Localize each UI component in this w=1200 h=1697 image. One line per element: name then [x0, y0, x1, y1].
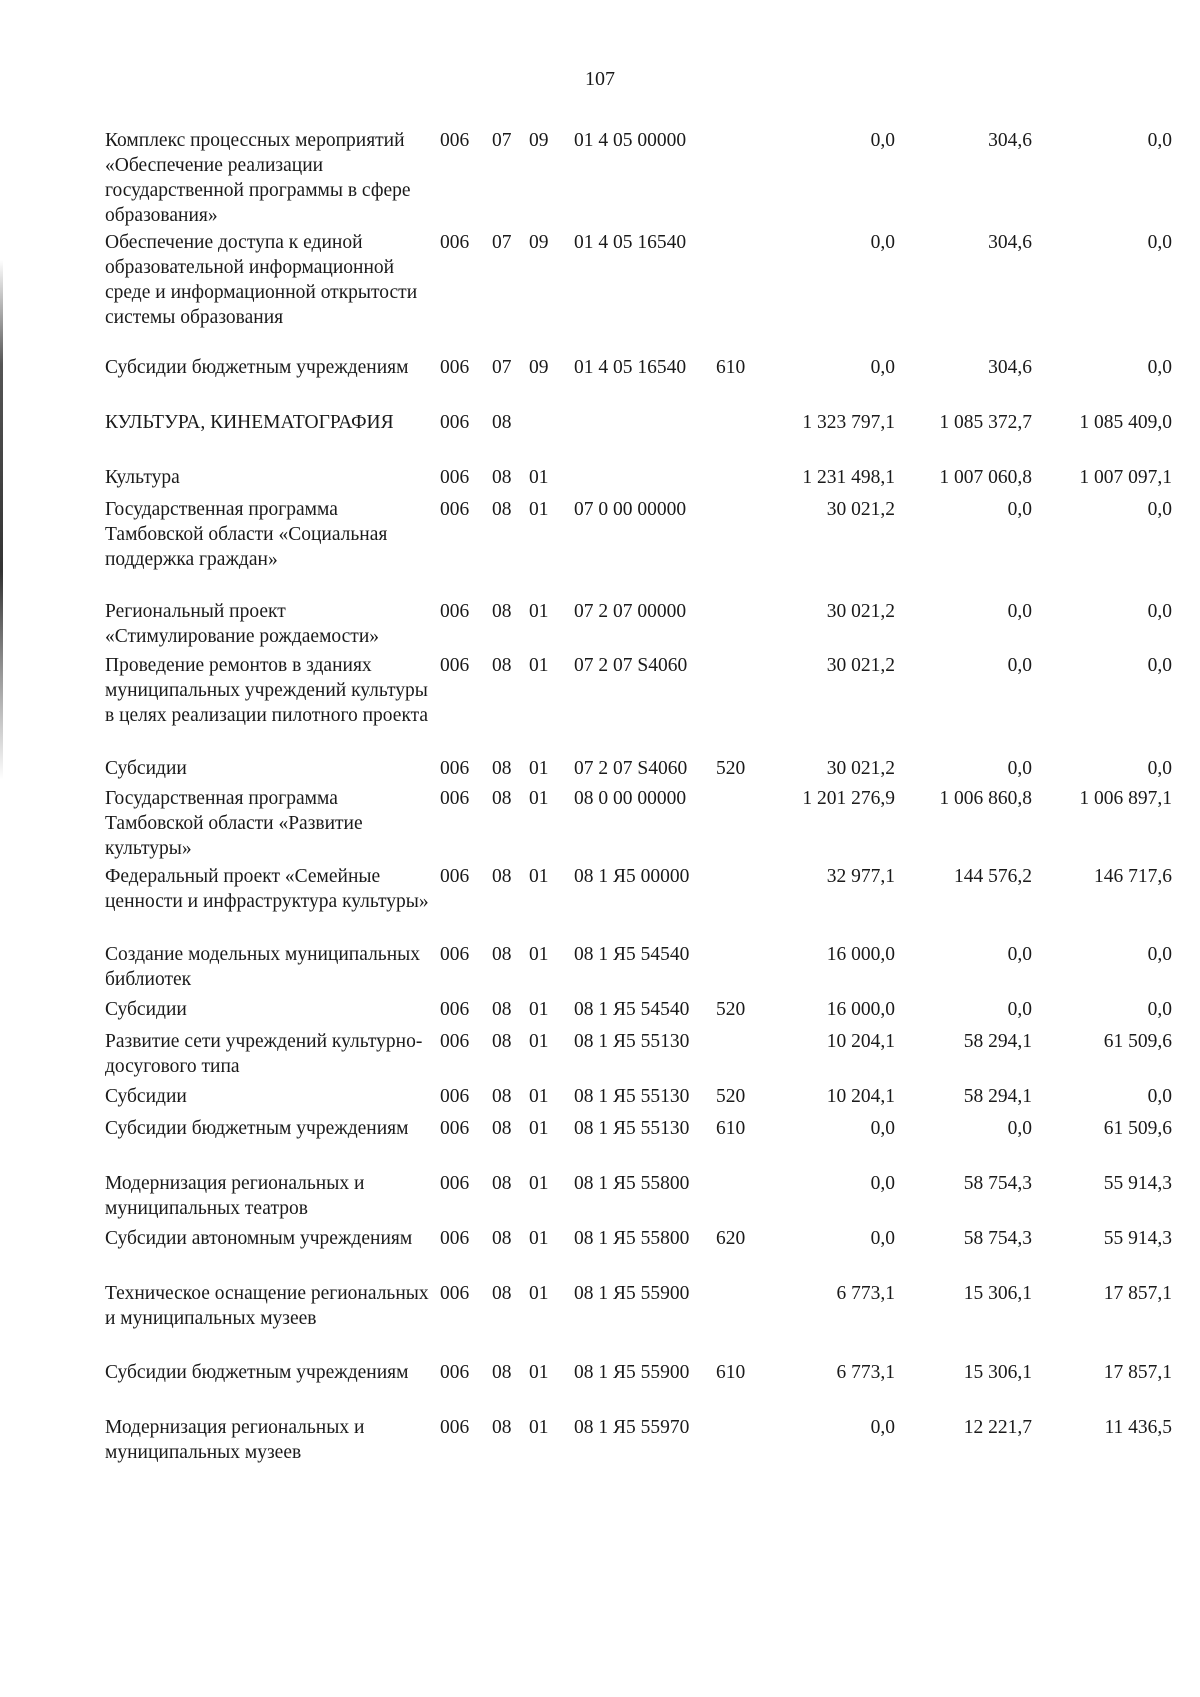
target-article-code: 08 1 Я5 55800 — [574, 1228, 690, 1249]
section-code: 08 — [492, 1228, 512, 1249]
row-name: Субсидии — [105, 1086, 187, 1107]
amount-year-2: 0,0 — [1007, 499, 1032, 520]
amount-year-3: 1 006 897,1 — [1079, 788, 1172, 809]
ved-code: 006 — [440, 944, 470, 965]
section-code: 08 — [492, 944, 512, 965]
amount-year-1: 0,0 — [870, 1228, 895, 1249]
subsection-code: 01 — [529, 999, 549, 1020]
section-code: 08 — [492, 866, 512, 887]
amount-year-1: 1 201 276,9 — [802, 788, 895, 809]
target-article-code: 08 1 Я5 55130 — [574, 1086, 690, 1107]
expense-type-code: 610 — [716, 1362, 746, 1383]
amount-year-1: 16 000,0 — [826, 944, 895, 965]
target-article-code: 01 4 05 16540 — [574, 357, 687, 378]
subsection-code: 09 — [529, 357, 549, 378]
amount-year-2: 12 221,7 — [963, 1417, 1032, 1438]
subsection-code: 01 — [529, 1362, 549, 1383]
target-article-code: 08 1 Я5 55130 — [574, 1118, 690, 1139]
row-name: Государственная программа Тамбовской области «Социальная поддержка граждан» — [105, 499, 388, 570]
section-code: 08 — [492, 1173, 512, 1194]
ved-code: 006 — [440, 130, 470, 151]
target-article-code: 07 0 00 00000 — [574, 499, 687, 520]
ved-code: 006 — [440, 1118, 470, 1139]
row-name: Субсидии — [105, 758, 187, 779]
target-article-code: 08 1 Я5 55900 — [574, 1362, 690, 1383]
target-article-code: 07 2 07 00000 — [574, 601, 687, 622]
subsection-code: 01 — [529, 1118, 549, 1139]
subsection-code: 01 — [529, 866, 549, 887]
subsection-code: 01 — [529, 601, 549, 622]
ved-code: 006 — [440, 1362, 470, 1383]
amount-year-3: 61 509,6 — [1103, 1118, 1172, 1139]
section-code: 08 — [492, 999, 512, 1020]
amount-year-2: 58 294,1 — [963, 1031, 1032, 1052]
amount-year-3: 0,0 — [1147, 944, 1172, 965]
row-name: Субсидии бюджетным учреждениям — [105, 357, 409, 378]
expense-type-code: 610 — [716, 1118, 746, 1139]
subsection-code: 01 — [529, 655, 549, 676]
ved-code: 006 — [440, 1283, 470, 1304]
row-name: Модернизация региональных и муниципальных театров — [105, 1173, 365, 1219]
target-article-code: 08 1 Я5 54540 — [574, 999, 690, 1020]
target-article-code: 01 4 05 16540 — [574, 232, 687, 253]
ved-code: 006 — [440, 999, 470, 1020]
ved-code: 006 — [440, 788, 470, 809]
subsection-code: 01 — [529, 1417, 549, 1438]
amount-year-2: 58 294,1 — [963, 1086, 1032, 1107]
amount-year-2: 304,6 — [988, 130, 1032, 151]
subsection-code: 01 — [529, 788, 549, 809]
amount-year-3: 0,0 — [1147, 758, 1172, 779]
amount-year-3: 55 914,3 — [1103, 1228, 1172, 1249]
subsection-code: 01 — [529, 1086, 549, 1107]
section-code: 08 — [492, 655, 512, 676]
amount-year-3: 146 717,6 — [1094, 866, 1172, 887]
amount-year-2: 1 085 372,7 — [939, 412, 1032, 433]
amount-year-2: 0,0 — [1007, 944, 1032, 965]
amount-year-2: 0,0 — [1007, 601, 1032, 622]
scan-edge-shadow — [0, 260, 3, 780]
subsection-code: 01 — [529, 467, 549, 488]
amount-year-3: 1 007 097,1 — [1079, 467, 1172, 488]
amount-year-1: 30 021,2 — [826, 601, 895, 622]
subsection-code: 01 — [529, 1228, 549, 1249]
target-article-code: 08 1 Я5 55970 — [574, 1417, 690, 1438]
section-code: 07 — [492, 232, 512, 253]
amount-year-2: 1 006 860,8 — [939, 788, 1032, 809]
row-name: Государственная программа Тамбовской области «Развитие культуры» — [105, 788, 363, 859]
amount-year-2: 0,0 — [1007, 758, 1032, 779]
ved-code: 006 — [440, 357, 470, 378]
page-number: 107 — [585, 68, 615, 90]
ved-code: 006 — [440, 1228, 470, 1249]
target-article-code: 08 1 Я5 55130 — [574, 1031, 690, 1052]
amount-year-3: 0,0 — [1147, 999, 1172, 1020]
row-name: Субсидии — [105, 999, 187, 1020]
section-code: 07 — [492, 357, 512, 378]
section-code: 08 — [492, 1417, 512, 1438]
section-code: 08 — [492, 467, 512, 488]
target-article-code: 08 1 Я5 55800 — [574, 1173, 690, 1194]
section-code: 08 — [492, 1086, 512, 1107]
amount-year-1: 30 021,2 — [826, 499, 895, 520]
expense-type-code: 520 — [716, 999, 746, 1020]
section-code: 08 — [492, 1118, 512, 1139]
amount-year-3: 0,0 — [1147, 357, 1172, 378]
subsection-code: 09 — [529, 232, 549, 253]
ved-code: 006 — [440, 1173, 470, 1194]
ved-code: 006 — [440, 758, 470, 779]
amount-year-2: 304,6 — [988, 357, 1032, 378]
target-article-code: 07 2 07 S4060 — [574, 655, 688, 676]
row-name: Субсидии бюджетным учреждениям — [105, 1118, 409, 1139]
amount-year-2: 0,0 — [1007, 655, 1032, 676]
amount-year-1: 32 977,1 — [826, 866, 895, 887]
amount-year-1: 0,0 — [870, 357, 895, 378]
section-code: 07 — [492, 130, 512, 151]
ved-code: 006 — [440, 1086, 470, 1107]
amount-year-3: 17 857,1 — [1103, 1362, 1172, 1383]
ved-code: 006 — [440, 601, 470, 622]
amount-year-3: 1 085 409,0 — [1079, 412, 1172, 433]
row-name: Комплекс процессных мероприятий «Обеспечение реализации государственной программы в сфере образования» — [105, 130, 411, 226]
amount-year-2: 58 754,3 — [963, 1173, 1032, 1194]
amount-year-3: 0,0 — [1147, 655, 1172, 676]
amount-year-3: 0,0 — [1147, 232, 1172, 253]
expense-type-code: 520 — [716, 1086, 746, 1107]
row-name: Субсидии бюджетным учреждениям — [105, 1362, 409, 1383]
amount-year-2: 0,0 — [1007, 1118, 1032, 1139]
target-article-code: 08 1 Я5 00000 — [574, 866, 690, 887]
amount-year-1: 0,0 — [870, 1173, 895, 1194]
row-name: КУЛЬТУРА, КИНЕМАТОГРАФИЯ — [105, 412, 394, 433]
row-name: Субсидии автономным учреждениям — [105, 1228, 413, 1249]
amount-year-2: 0,0 — [1007, 999, 1032, 1020]
amount-year-1: 0,0 — [870, 1417, 895, 1438]
amount-year-1: 0,0 — [870, 232, 895, 253]
subsection-code: 01 — [529, 1283, 549, 1304]
row-name: Культура — [105, 467, 180, 488]
expense-type-code: 620 — [716, 1228, 746, 1249]
row-name: Развитие сети учреждений культурно-досугового типа — [105, 1031, 423, 1077]
section-code: 08 — [492, 1031, 512, 1052]
subsection-code: 01 — [529, 944, 549, 965]
row-name: Техническое оснащение региональных и муниципальных музеев — [105, 1283, 429, 1329]
amount-year-3: 61 509,6 — [1103, 1031, 1172, 1052]
section-code: 08 — [492, 412, 512, 433]
row-name: Региональный проект «Стимулирование рождаемости» — [105, 601, 380, 647]
ved-code: 006 — [440, 412, 470, 433]
amount-year-1: 30 021,2 — [826, 758, 895, 779]
amount-year-1: 10 204,1 — [826, 1086, 895, 1107]
target-article-code: 08 1 Я5 55900 — [574, 1283, 690, 1304]
section-code: 08 — [492, 601, 512, 622]
target-article-code: 07 2 07 S4060 — [574, 758, 688, 779]
target-article-code: 01 4 05 00000 — [574, 130, 687, 151]
amount-year-2: 15 306,1 — [963, 1283, 1032, 1304]
amount-year-1: 6 773,1 — [836, 1283, 895, 1304]
amount-year-3: 55 914,3 — [1103, 1173, 1172, 1194]
ved-code: 006 — [440, 1031, 470, 1052]
amount-year-1: 16 000,0 — [826, 999, 895, 1020]
section-code: 08 — [492, 1283, 512, 1304]
amount-year-1: 0,0 — [870, 1118, 895, 1139]
amount-year-2: 144 576,2 — [954, 866, 1032, 887]
amount-year-3: 0,0 — [1147, 1086, 1172, 1107]
ved-code: 006 — [440, 467, 470, 488]
section-code: 08 — [492, 758, 512, 779]
amount-year-1: 10 204,1 — [826, 1031, 895, 1052]
amount-year-1: 6 773,1 — [836, 1362, 895, 1383]
amount-year-2: 15 306,1 — [963, 1362, 1032, 1383]
section-code: 08 — [492, 788, 512, 809]
target-article-code: 08 0 00 00000 — [574, 788, 687, 809]
target-article-code: 08 1 Я5 54540 — [574, 944, 690, 965]
amount-year-2: 58 754,3 — [963, 1228, 1032, 1249]
subsection-code: 09 — [529, 130, 549, 151]
subsection-code: 01 — [529, 758, 549, 779]
amount-year-3: 0,0 — [1147, 601, 1172, 622]
section-code: 08 — [492, 1362, 512, 1383]
subsection-code: 01 — [529, 499, 549, 520]
row-name: Модернизация региональных и муниципальных музеев — [105, 1417, 365, 1463]
row-name: Проведение ремонтов в зданиях муниципальных учреждений культуры в целях реализации пилотного проекта — [105, 655, 429, 726]
amount-year-1: 1 323 797,1 — [802, 412, 895, 433]
amount-year-3: 0,0 — [1147, 130, 1172, 151]
expense-type-code: 520 — [716, 758, 746, 779]
ved-code: 006 — [440, 655, 470, 676]
ved-code: 006 — [440, 1417, 470, 1438]
amount-year-2: 1 007 060,8 — [939, 467, 1032, 488]
ved-code: 006 — [440, 499, 470, 520]
ved-code: 006 — [440, 232, 470, 253]
amount-year-1: 0,0 — [870, 130, 895, 151]
amount-year-3: 0,0 — [1147, 499, 1172, 520]
expense-type-code: 610 — [716, 357, 746, 378]
ved-code: 006 — [440, 866, 470, 887]
amount-year-2: 304,6 — [988, 232, 1032, 253]
row-name: Обеспечение доступа к единой образовательной информационной среде и информационной открытости системы образования — [105, 232, 418, 328]
row-name: Создание модельных муниципальных библиотек — [105, 944, 420, 990]
subsection-code: 01 — [529, 1031, 549, 1052]
section-code: 08 — [492, 499, 512, 520]
amount-year-3: 11 436,5 — [1104, 1417, 1172, 1438]
amount-year-1: 30 021,2 — [826, 655, 895, 676]
subsection-code: 01 — [529, 1173, 549, 1194]
amount-year-1: 1 231 498,1 — [802, 467, 895, 488]
row-name: Федеральный проект «Семейные ценности и инфраструктура культуры» — [105, 866, 429, 912]
amount-year-3: 17 857,1 — [1103, 1283, 1172, 1304]
